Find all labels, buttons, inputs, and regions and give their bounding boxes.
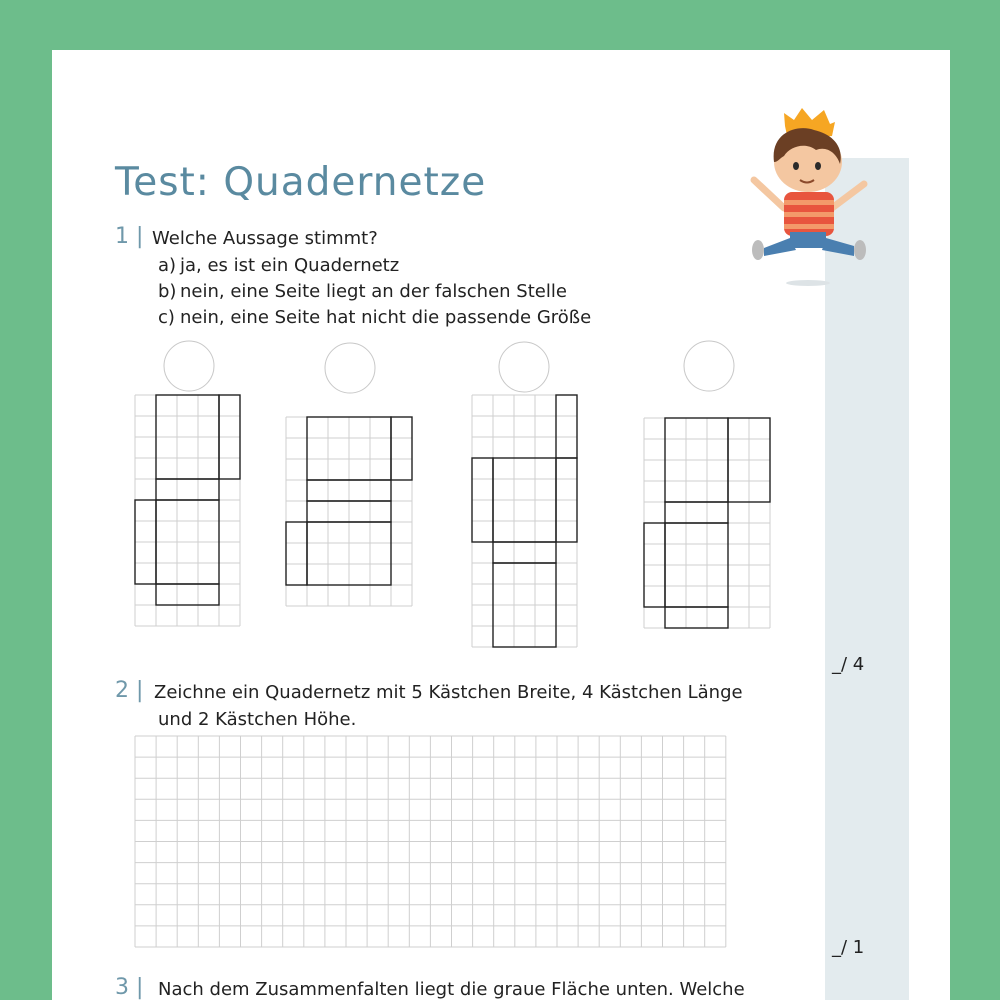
- option-a-label: a): [158, 255, 177, 276]
- answer-circle-net-2[interactable]: [325, 343, 375, 393]
- page-title: Test: Quadernetze: [115, 160, 487, 205]
- task-3-line-1: Nach dem Zusammenfalten liegt die graue Fläche unten. Welche: [158, 979, 745, 1000]
- net-4-grid: [644, 418, 770, 628]
- net-face: [391, 417, 412, 480]
- net-1-grid: [135, 395, 240, 626]
- task-2-line-2: und 2 Kästchen Höhe.: [158, 709, 357, 730]
- net-face: [665, 502, 728, 523]
- option-b-text: nein, eine Seite liegt an der falschen Stelle: [180, 281, 567, 302]
- option-b-label: b): [158, 281, 177, 302]
- option-c-text: nein, eine Seite hat nicht die passende Größe: [180, 307, 592, 328]
- worksheet-figures: [52, 50, 950, 1000]
- option-c-label: c): [158, 307, 175, 328]
- task-3-number: 3 |: [115, 975, 144, 1000]
- task-1-score: _/ 4: [832, 654, 865, 675]
- task-2-score: _/ 1: [832, 937, 865, 958]
- answer-circle-net-1[interactable]: [164, 341, 214, 391]
- task-2-drawing-grid: [135, 736, 726, 947]
- net-face: [156, 479, 219, 500]
- task-2-line-1: Zeichne ein Quadernetz mit 5 Kästchen Breite, 4 Kästchen Länge: [154, 682, 743, 703]
- net-2-grid: [286, 417, 412, 606]
- net-face: [286, 522, 307, 585]
- worksheet-page: [52, 50, 950, 1000]
- net-3-grid: [472, 395, 577, 647]
- net-face: [665, 607, 728, 628]
- net-face: [493, 542, 556, 563]
- net-face: [156, 584, 219, 605]
- answer-circle-net-3[interactable]: [499, 342, 549, 392]
- net-face: [556, 395, 577, 458]
- answer-circle-net-4[interactable]: [684, 341, 734, 391]
- task-1-number: 1 |: [115, 224, 144, 249]
- task-1-question: Welche Aussage stimmt?: [152, 228, 378, 249]
- task-2-number: 2 |: [115, 678, 144, 703]
- option-a-text: ja, es ist ein Quadernetz: [180, 255, 400, 276]
